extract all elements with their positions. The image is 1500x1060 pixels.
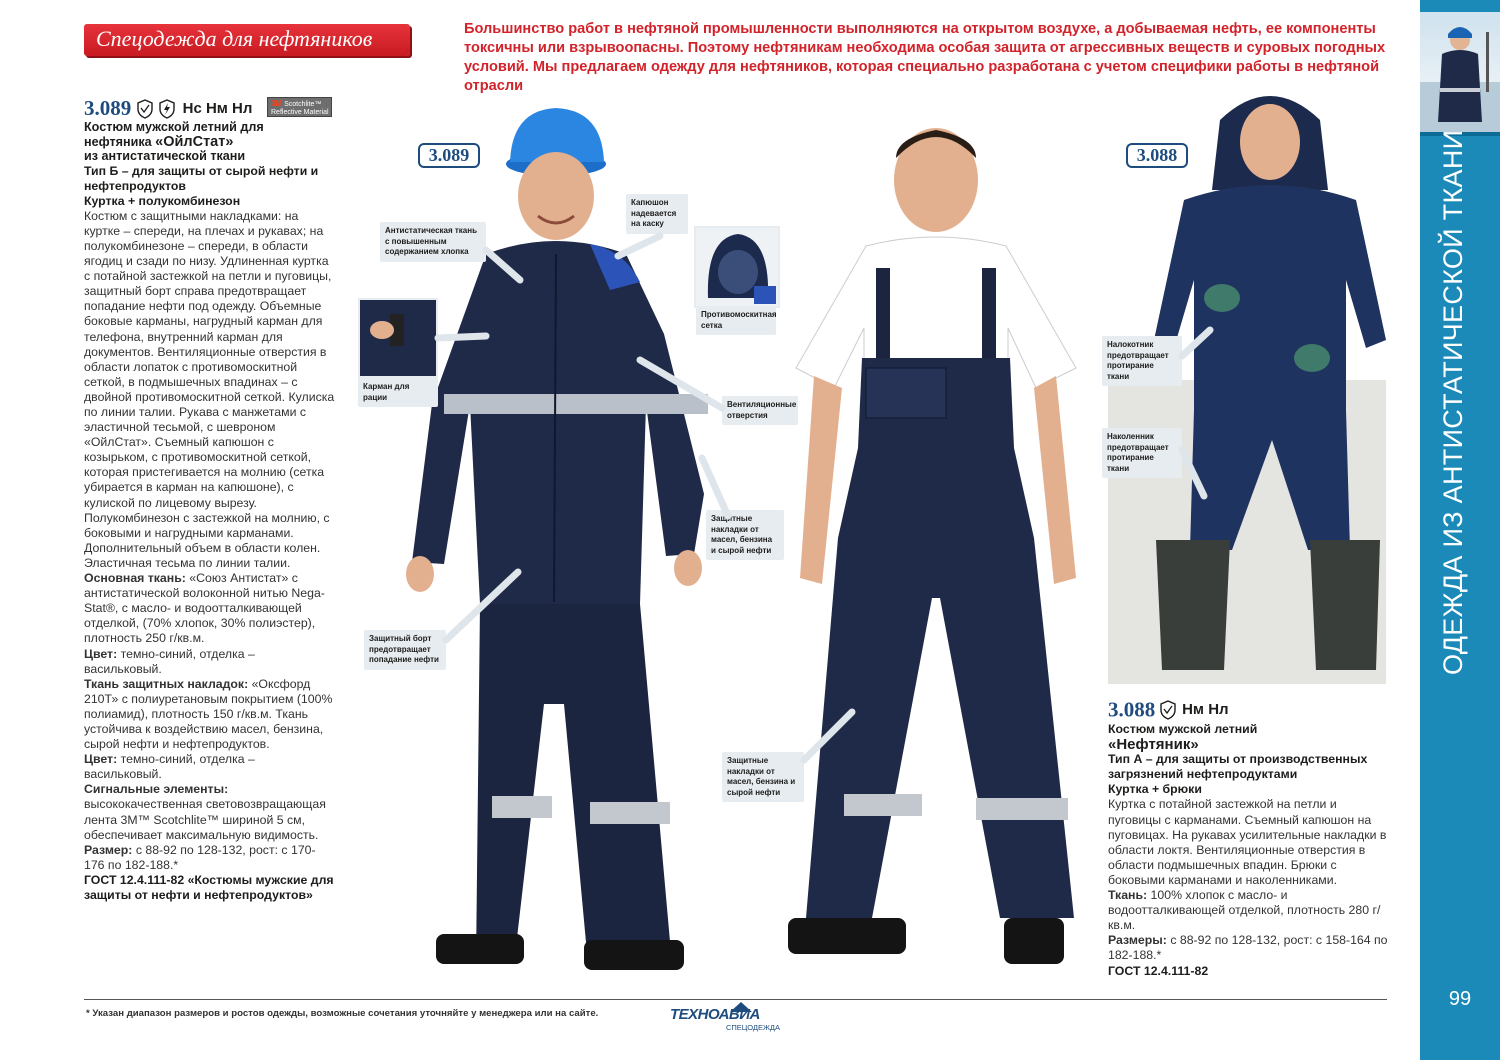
callout-antistatic: Антистатическая ткань с повышенным содержанием хлопка <box>380 222 486 262</box>
footnote: * Указан диапазон размеров и ростов одежды, возможные сочетания уточняйте у менеджера или на сайте. <box>86 1008 599 1019</box>
signal-label: Сигнальные элементы: <box>84 782 229 797</box>
product-3089-title-line1: Костюм мужской летний для <box>84 120 264 134</box>
page-number: 99 <box>1448 988 1472 1010</box>
pointer-hood <box>618 236 660 256</box>
callout-radio-pocket: Карман для рации <box>358 378 438 407</box>
product-3089-title-line3: из антистатической ткани <box>84 149 246 163</box>
product-3088-gost: ГОСТ 12.4.111-82 <box>1108 963 1209 978</box>
product-3088-protection-codes: Нм Нл <box>1182 701 1229 719</box>
product-3088-fabric-label: Ткань: <box>1108 888 1148 903</box>
product-3089-type: Тип Б – для защиты от сырой нефти и нефтепродуктов <box>84 163 319 193</box>
product-3088-name: «Нефтяник» <box>1108 736 1199 754</box>
product-3088-fabric-value: 100% хлопок с масло- и водоотталкивающей отделкой, плотность 280 г/кв.м. <box>1108 888 1381 933</box>
pointer-elbow-pad <box>1182 330 1210 356</box>
product-3088-set: Куртка + брюки <box>1108 782 1202 797</box>
signal-value: высококачественная световозвращающая лента 3M™ Scotchlite™ шириной 5 см, обеспечивает максимальную видимость. <box>84 797 326 842</box>
product-3088-header <box>1108 697 1392 722</box>
overlay-fabric-value: «Оксфорд 210Т» с полиуретановым покрытием (100% полиамид), плотность 150 г/кв.м. Ткань устойчива к воздействию масел, бензина, сырой нефти и нефтепродуктов. <box>84 676 333 752</box>
color-label: Цвет: <box>84 646 118 661</box>
callout-knee-pad: Наколенник предотвращает протирание ткани <box>1102 428 1182 478</box>
product-3089-title-line2a: нефтяника <box>84 134 156 149</box>
product-3088-code: 3.088 <box>1108 697 1156 722</box>
product-3089-description: Костюм с защитными накладками: на куртке – спереди, на плечах и рукавах; на полукомбинезоне – спереди, в области ягодиц и сзади по низу. Удлиненная куртка с потайной застежкой на петли и пуговицы, защитный борт справа предотвращает попадание нефти под одежду. Объемные боковые карманы, нагрудный карман для телефона, внутренний карман для документов. Вентиляционные отверстия в области лопаток с противомоскитной сеткой, в подмышечных впадинах – с двойной противомоскитной сеткой. Кулиска по линии талии. Рукава с манжетами с эластичной тесьмой, с шевроном «ОйлСтат». Съемный капюшон с козырьком, с противомоскитной сеткой, которая пристегивается на молнию (сетка убирается в карман на капюшоне), с кулиской по лицевому вырезу. Полукомбинезон с застежкой на молнию, с боковыми и нагрудными карманами. Дополнительный объем в области колен. Эластичная тесьма по линии талии. <box>84 208 335 570</box>
logo-main-text: ТЕХНОАВИА <box>670 1006 760 1023</box>
callout-mosquito-net: Противомоскитная сетка <box>696 306 776 335</box>
pointer-radio-pocket <box>438 336 486 338</box>
photo-label-3089: 3.089 <box>418 143 480 168</box>
pointer-overlays-jacket <box>702 458 728 516</box>
color2-value: темно-синий, отделка – васильковый. <box>84 752 255 782</box>
product-3088-title-line1: Костюм мужской летний <box>1108 722 1258 736</box>
badge-sub: Reflective Material <box>271 109 329 116</box>
fabric-value: «Союз Антистат» с антистатической волоконной нитью Nega-Stat®, с масло- и водоотталкивающей отделкой, (70% хлопок, 30% полиэстер), плотность 250 г/кв.м. <box>84 571 325 646</box>
product-3089-name: «ОйлСтат» <box>155 133 234 150</box>
badge-name: Scotchlite™ <box>284 101 322 108</box>
pointer-antistatic <box>486 250 520 280</box>
pointer-vents <box>640 360 722 408</box>
product-3088-description: Куртка с потайной застежкой на петли и пуговицы с карманами. Съемный капюшон на пуговицах. На рукавах усилительные накладки в области локтя. Вентиляционные отверстия в области подмышечных впадин. Брюки с боковыми карманами и наколенниками. <box>1108 797 1387 887</box>
product-3089-protection-codes: Нс Нм Нл <box>182 100 253 117</box>
overlay-fabric-label: Ткань защитных накладок: <box>84 676 249 691</box>
intro-paragraph: Большинство работ в нефтяной промышленности выполняются на открытом воздухе, а добываемая нефть, ее компоненты токсичны или взрывоопасны. Поэтому нефтяникам необходима особая защита от агрессивных веществ и суровых погодных условий. Мы предлагаем одежду для нефтяников, которая специально разработана с учетом специфики работы в нефтяной отрасли <box>464 21 1386 94</box>
technoavia-logo <box>670 1002 782 1036</box>
pointer-front-flap <box>446 572 518 640</box>
pointer-knee-pad <box>1182 450 1204 496</box>
section-tag-text: Спецодежда для нефтяников <box>96 26 373 51</box>
callout-vents: Вентиляционные отверстия <box>722 396 798 425</box>
callout-front-flap: Защитный борт предотвращает попадание нефти <box>364 630 446 670</box>
product-3088-size-label: Размеры: <box>1108 933 1167 948</box>
footer-divider <box>84 999 1387 1000</box>
callout-hood: Капюшон надевается на каску <box>626 194 688 234</box>
product-3089-set: Куртка + полукомбинезон <box>84 193 241 208</box>
callout-overlays-bib: Защитные накладки от масел, бензина и сырой нефти <box>722 752 804 802</box>
color-value: темно-синий, отделка – васильковый. <box>84 646 255 676</box>
callout-elbow-pad: Налокотник предотвращает протирание ткани <box>1102 336 1182 386</box>
fabric-label: Основная ткань: <box>84 571 186 586</box>
shield-icon <box>1159 700 1177 720</box>
photo-label-3088: 3.088 <box>1126 143 1188 168</box>
product-3088-description-column <box>1108 697 1392 979</box>
product-3089-gost: ГОСТ 12.4.111-82 «Костюмы мужские для защиты от нефти и нефтепродуктов» <box>84 872 334 902</box>
color2-label: Цвет: <box>84 752 118 767</box>
logo-sub-text: СПЕЦОДЕЖДА <box>726 1023 780 1032</box>
sidebar-title-text: ОДЕЖДА ИЗ АНТИСТАТИЧЕСКОЙ ТКАНИ <box>1438 129 1468 675</box>
callout-overlays-jacket: Защитные накладки от масел, бензина и сырой нефти <box>706 510 784 560</box>
product-3088-type: Тип А – для защиты от производственных загрязнений нефтепродуктами <box>1108 752 1368 782</box>
pointer-overlays-bib <box>804 712 852 760</box>
badge-brand: 3M <box>271 99 283 108</box>
size-label: Размер: <box>84 842 133 857</box>
product-3089-code: 3.089 <box>84 96 132 120</box>
size-value: с 88-92 по 128-132, рост: с 170-176 по 182-188.* <box>84 842 316 872</box>
product-3088-size-value: с 88-92 по 128-132, рост: с 158-164 по 182-188.* <box>1108 933 1388 963</box>
